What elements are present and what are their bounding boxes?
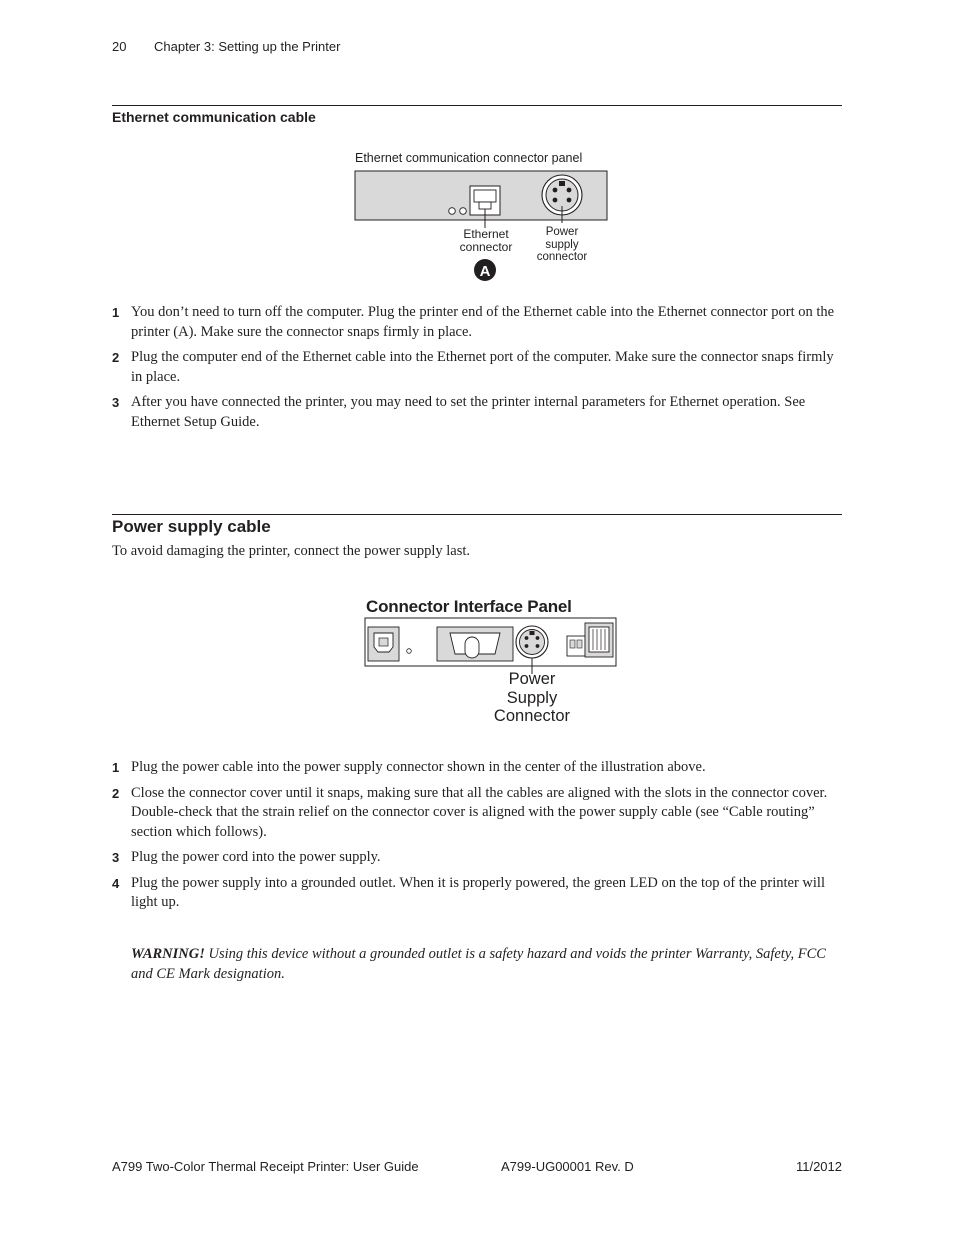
section-rule (112, 105, 842, 106)
callout-marker-a (474, 259, 496, 281)
led-icon (407, 649, 412, 654)
ethernet-connector-label: Ethernet connector (459, 227, 513, 254)
footer-document-title: A799 Two-Color Thermal Receipt Printer: User Guide (112, 1159, 419, 1174)
page-number: 20 (112, 39, 127, 54)
list-item: 3 After you have connected the printer, you may need to set the printer internal parameters for Ethernet operation. See Ethernet Setup Guide. (112, 394, 806, 430)
figure-caption-ethernet: Ethernet communication connector panel (355, 151, 583, 165)
power-supply-connector-label: Power supply connector (536, 226, 588, 263)
serial-port-icon (437, 627, 513, 661)
usb-port-icon (368, 627, 399, 661)
list-item: 2 Plug the computer end of the Ethernet cable into the Ethernet port of the computer. Make sure the connector snaps firmly in place. (112, 349, 834, 385)
footer-date: 11/2012 (795, 1159, 842, 1174)
warning-note (131, 944, 843, 984)
section-title-ethernet: Ethernet communication cable (112, 109, 316, 125)
power-supply-connector-label: Power Supply Connector (493, 670, 571, 725)
running-header-chapter: Chapter 3: Setting up the Printer (154, 39, 341, 54)
list-item: 1 You don’t need to turn off the computer. Plug the printer end of the Ethernet cable into the Ethernet connector port on the printer (A). Make sure the connector snaps firmly in place. (112, 304, 835, 340)
warning-text: Using this device without a grounded outlet is a safety hazard and voids the printer Warranty, Safety, FCC and CE Mark designation. (131, 946, 826, 982)
list-item: 1 Plug the power cable into the power supply connector shown in the center of the illustration above. (112, 759, 706, 775)
warning-label: WARNING! (131, 946, 205, 962)
footer-document-number: A799-UG00001 Rev. D (501, 1159, 634, 1174)
section-title-power: Power supply cable (112, 517, 271, 536)
power-steps-list (112, 758, 844, 919)
figure-caption-connector-panel: Connector Interface Panel (366, 597, 572, 616)
list-item: 4 Plug the power supply into a grounded outlet. When it is properly powered, the green LED on the top of the printer will light up. (112, 874, 825, 910)
callout-letter: A (479, 263, 491, 280)
ethernet-steps-list (112, 303, 844, 438)
din-power-connector-icon (516, 626, 548, 658)
list-item: 2 Close the connector cover until it snaps, making sure that all the cables are aligned with the slots in the connector cover. Double-check that the strain relief on the connector cover is aligned with the power supply cable (see “Cable routing” section which follows). (112, 784, 828, 840)
section-rule (112, 514, 842, 515)
list-item: 3 Plug the power cord into the power supply. (112, 849, 381, 865)
power-intro-text: To avoid damaging the printer, connect the power supply last. (112, 543, 470, 559)
